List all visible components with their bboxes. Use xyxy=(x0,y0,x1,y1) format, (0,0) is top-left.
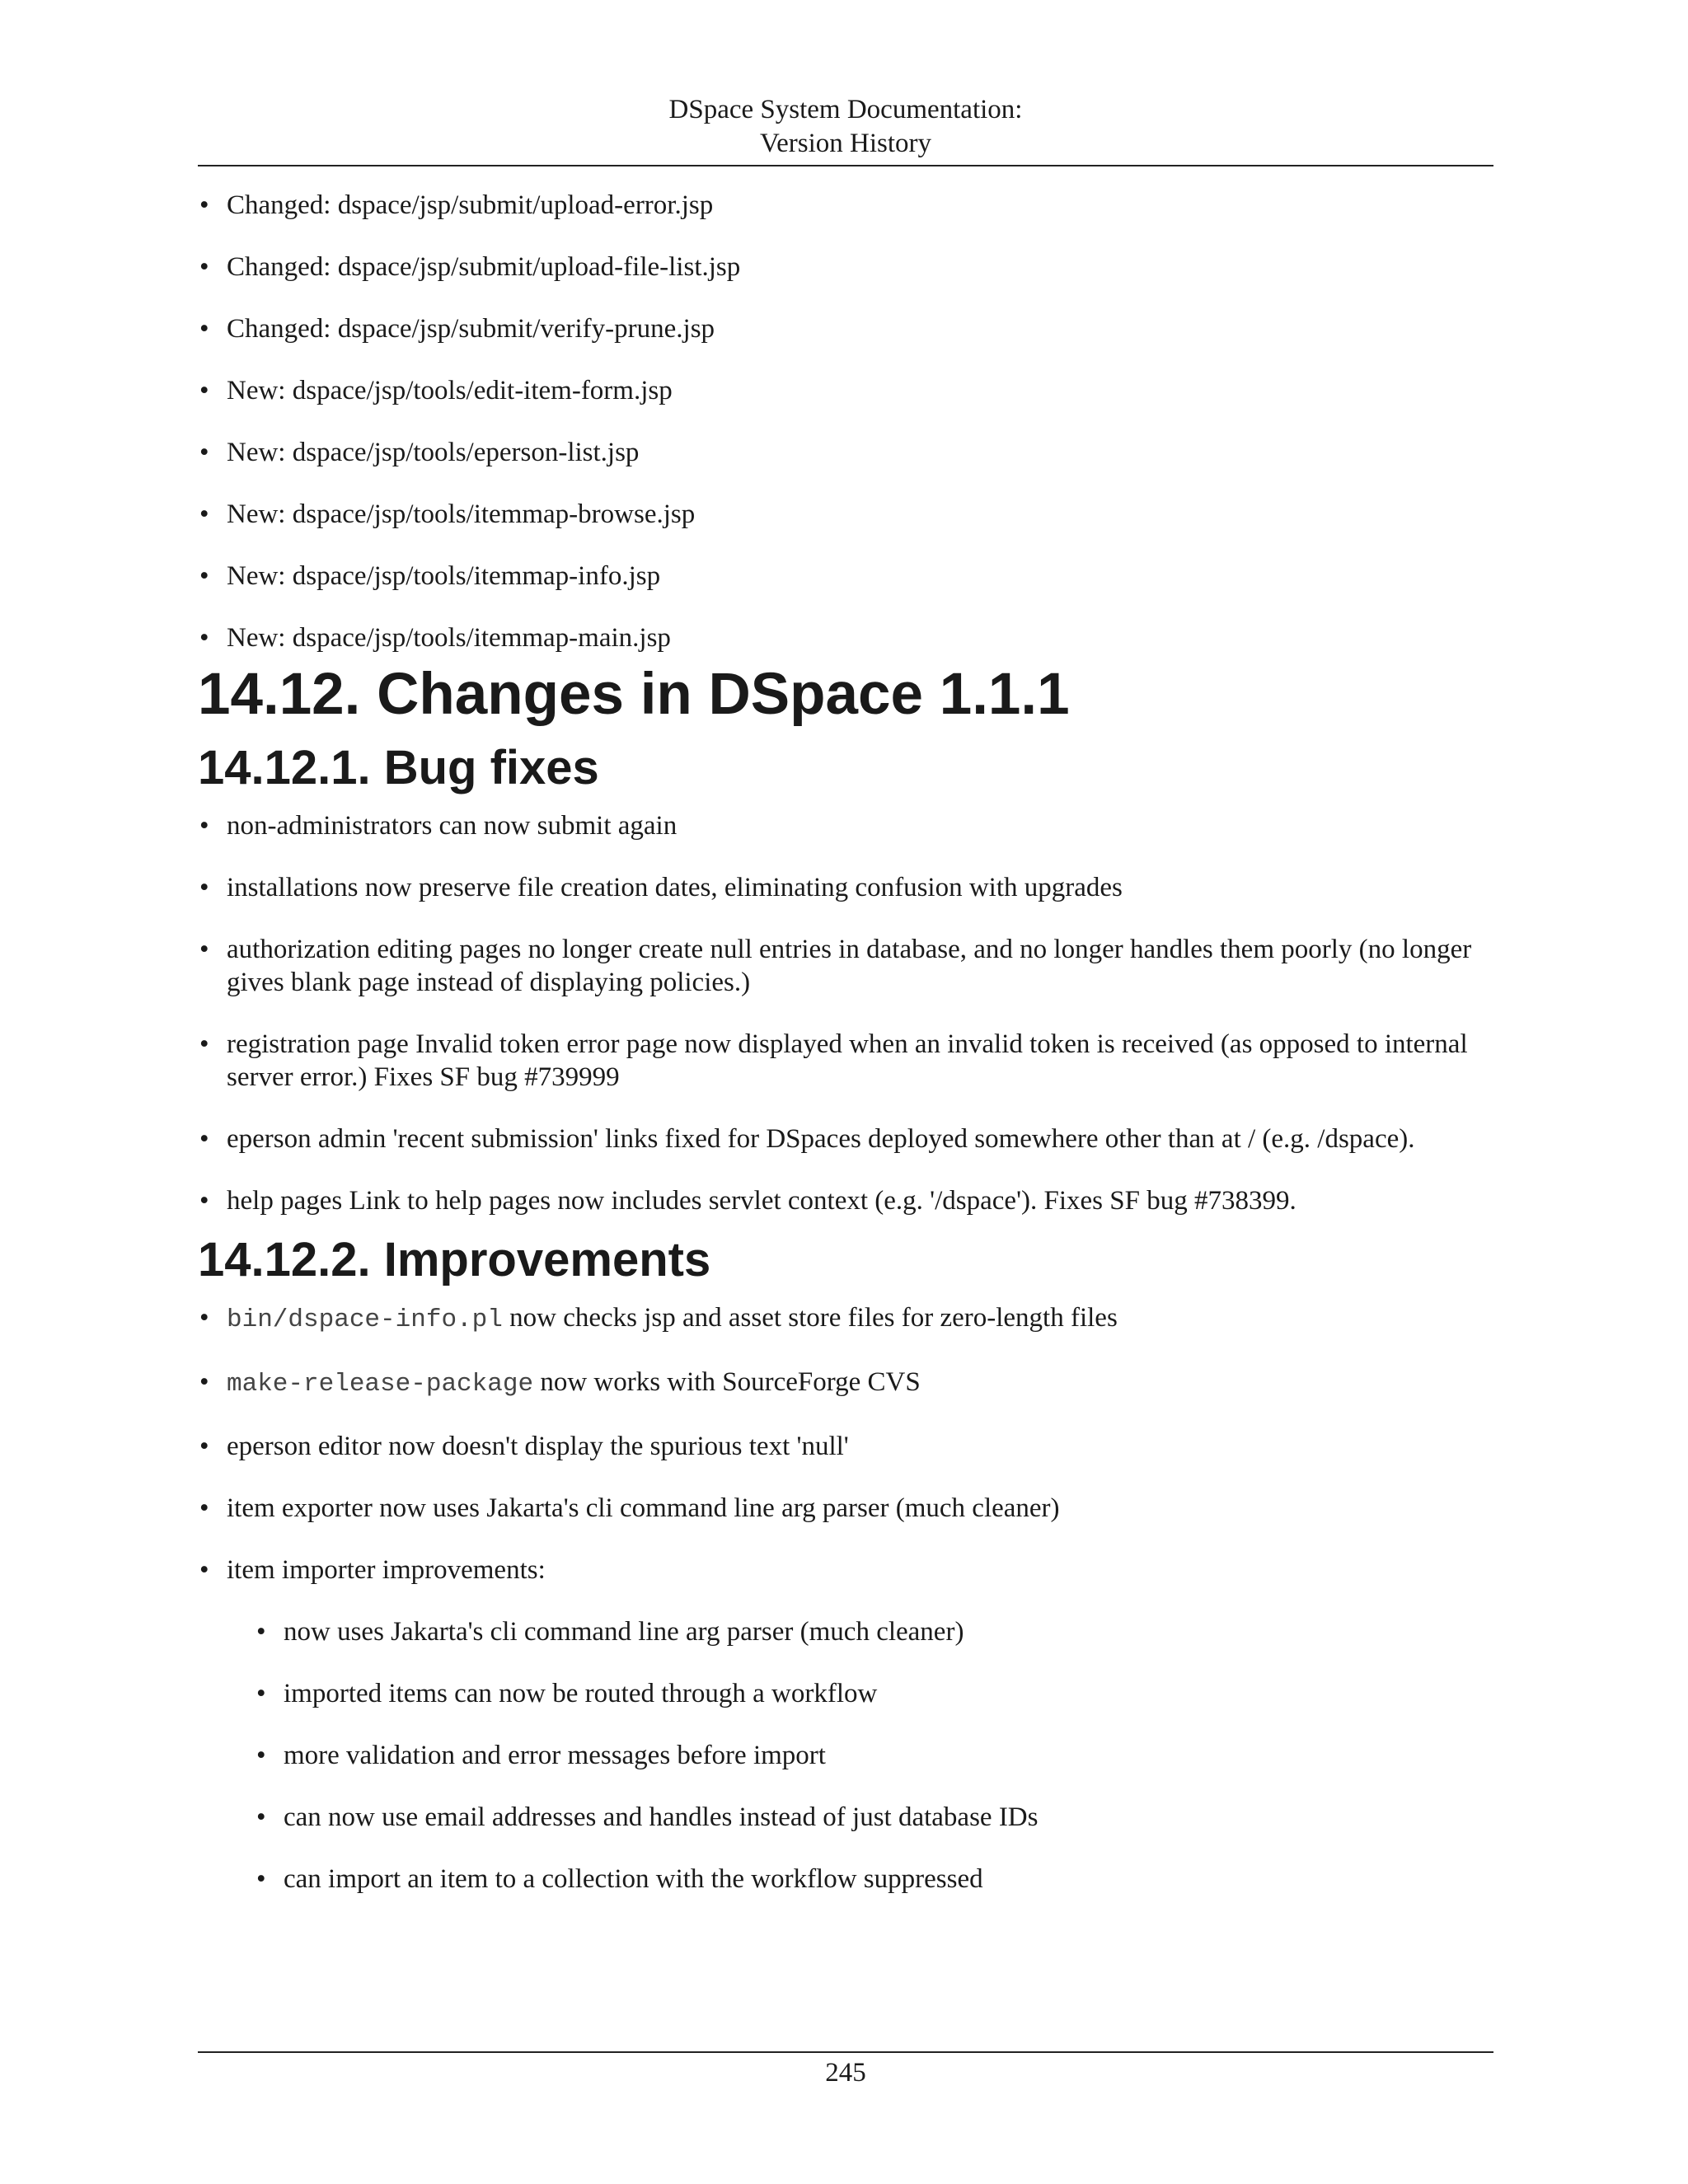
list-item: • New: dspace/jsp/tools/itemmap-browse.jsp xyxy=(198,498,1500,531)
section-heading: 14.12. Changes in DSpace 1.1.1 xyxy=(198,662,1070,727)
importer-improvements-list xyxy=(227,1615,1500,1896)
list-item: • New: dspace/jsp/tools/itemmap-info.jsp xyxy=(198,560,1500,593)
improvements-list xyxy=(198,1301,1500,1896)
header-document-title: DSpace System Documentation: xyxy=(668,95,1023,124)
page-number: 245 xyxy=(825,2058,866,2088)
list-item: • registration page Invalid token error page now displayed when an invalid token is received (as opposed to internal server error.) Fixes SF bug #739999 xyxy=(198,1028,1500,1094)
changed-files-list xyxy=(198,189,1500,654)
list-item xyxy=(198,1554,1500,1896)
code-command: make-release-package xyxy=(227,1370,534,1399)
list-item: • New: dspace/jsp/tools/eperson-list.jsp xyxy=(198,436,1500,469)
nested-list-item: • imported items can now be routed through a workflow xyxy=(255,1677,1500,1710)
page-content xyxy=(198,189,1500,1924)
header-chapter-title: Version History xyxy=(759,129,932,158)
list-item: • eperson admin 'recent submission' links fixed for DSpaces deployed somewhere other than at / (e.g. /dspace). xyxy=(198,1122,1500,1155)
list-item xyxy=(198,1366,1500,1401)
code-filename: bin/dspace-info.pl xyxy=(227,1305,503,1334)
list-item: • Changed: dspace/jsp/submit/verify-prune.jsp xyxy=(198,312,1500,345)
footer-divider xyxy=(198,2051,1493,2053)
list-item: • Changed: dspace/jsp/submit/upload-error.jsp xyxy=(198,189,1500,222)
list-item: • item exporter now uses Jakarta's cli command line arg parser (much cleaner) xyxy=(198,1492,1500,1525)
bug-fixes-list xyxy=(198,809,1500,1217)
bug-fixes-heading: 14.12.1. Bug fixes xyxy=(198,741,599,794)
nested-list-item: • more validation and error messages before import xyxy=(255,1739,1500,1772)
list-item: • Changed: dspace/jsp/submit/upload-file-list.jsp xyxy=(198,251,1500,284)
list-item-text: now works with SourceForge CVS xyxy=(533,1367,921,1397)
nested-list-item: • can now use email addresses and handles instead of just database IDs xyxy=(255,1801,1500,1834)
list-item-text: item importer improvements: xyxy=(227,1555,546,1585)
page-header xyxy=(198,93,1493,161)
list-item: • eperson editor now doesn't display the spurious text 'null' xyxy=(198,1430,1500,1463)
header-divider xyxy=(198,165,1493,166)
nested-list-item: • now uses Jakarta's cli command line arg parser (much cleaner) xyxy=(255,1615,1500,1648)
list-item: • New: dspace/jsp/tools/edit-item-form.jsp xyxy=(198,374,1500,407)
improvements-heading: 14.12.2. Improvements xyxy=(198,1233,711,1286)
list-item: • installations now preserve file creation dates, eliminating confusion with upgrades xyxy=(198,871,1500,904)
nested-list-item: • can import an item to a collection with the workflow suppressed xyxy=(255,1863,1500,1896)
list-item: • New: dspace/jsp/tools/itemmap-main.jsp xyxy=(198,621,1500,654)
list-item: • authorization editing pages no longer create null entries in database, and no longer handles them poorly (no longer gives blank page instead of displaying policies.) xyxy=(198,933,1500,999)
list-item: • help pages Link to help pages now includes servlet context (e.g. '/dspace'). Fixes SF bug #738399. xyxy=(198,1184,1500,1217)
list-item: • non-administrators can now submit again xyxy=(198,809,1500,842)
list-item xyxy=(198,1301,1500,1337)
list-item-text: now checks jsp and asset store files for zero-length files xyxy=(502,1303,1118,1333)
